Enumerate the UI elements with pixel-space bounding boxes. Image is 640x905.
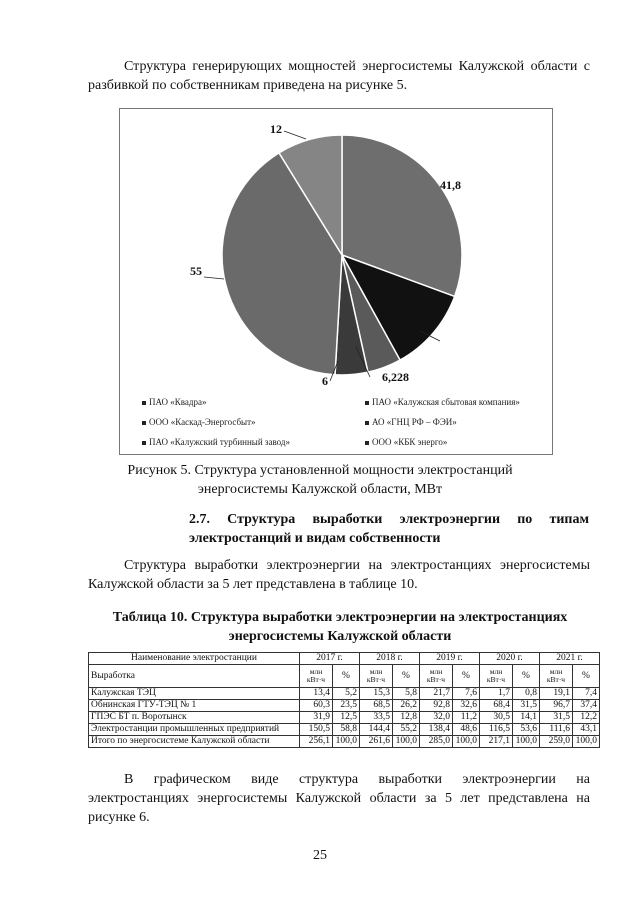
cell-value: 100,0 bbox=[573, 736, 600, 748]
closing-paragraph: В графическом виде структура выработки электроэнергии на электростанциях энергосистемы Калужской области за 5 лет представлена на рисунке 6. bbox=[88, 772, 590, 825]
table-header-row bbox=[89, 653, 600, 665]
pie-data-label: 41,8 bbox=[440, 178, 461, 192]
legend-label: ПАО «Квадра» bbox=[149, 397, 207, 407]
cell-value: 100,0 bbox=[333, 736, 360, 748]
cell-value: 285,0 bbox=[420, 736, 453, 748]
table-row bbox=[89, 688, 600, 700]
unit-pct: % bbox=[333, 665, 360, 688]
cell-value: 21,7 bbox=[420, 688, 453, 700]
row-station-name: Электростанции промышленных предприятий bbox=[89, 724, 300, 736]
unit-mln: млн кВт·ч bbox=[360, 665, 393, 688]
figure-caption: Рисунок 5. Структура установленной мощности электростанций энергосистемы Калужской области, МВт bbox=[127, 463, 513, 497]
cell-value: 138,4 bbox=[420, 724, 453, 736]
cell-value: 37,4 bbox=[573, 700, 600, 712]
legend-item-kbk bbox=[365, 437, 447, 447]
cell-value: 60,3 bbox=[300, 700, 333, 712]
cell-value: 31,5 bbox=[513, 700, 540, 712]
legend-marker bbox=[142, 441, 146, 445]
cell-value: 12,5 bbox=[333, 712, 360, 724]
cell-value: 15,3 bbox=[360, 688, 393, 700]
cell-value: 55,2 bbox=[393, 724, 420, 736]
table-intro-paragraph: Структура выработки электроэнергии на электростанциях энергосистемы Калужской области за 5 лет представлена в таблице 10. bbox=[88, 558, 590, 592]
header-output: Выработка bbox=[89, 665, 300, 688]
cell-value: 111,6 bbox=[540, 724, 573, 736]
intro-paragraph: Структура генерирующих мощностей энергосистемы Калужской области с разбивкой по собственникам приведена на рисунке 5. bbox=[88, 59, 590, 93]
cell-value: 7,4 bbox=[573, 688, 600, 700]
cell-value: 144,4 bbox=[360, 724, 393, 736]
cell-value: 150,5 bbox=[300, 724, 333, 736]
cell-value: 116,5 bbox=[480, 724, 513, 736]
row-station-name: ГПЭС БТ п. Воротынск bbox=[89, 712, 300, 724]
table-row-total bbox=[89, 736, 600, 748]
cell-value: 13,4 bbox=[300, 688, 333, 700]
cell-value: 0,8 bbox=[513, 688, 540, 700]
table-units-row bbox=[89, 665, 600, 688]
cell-value: 33,5 bbox=[360, 712, 393, 724]
cell-value: 12,8 bbox=[393, 712, 420, 724]
cell-value: 1,7 bbox=[480, 688, 513, 700]
cell-value: 7,6 bbox=[453, 688, 480, 700]
page-number: 25 bbox=[313, 848, 327, 863]
pie-data-label: 6,228 bbox=[382, 370, 409, 384]
legend-label: ПАО «Калужская сбытовая компания» bbox=[372, 397, 520, 407]
cell-value: 100,0 bbox=[453, 736, 480, 748]
row-station-name: Обнинская ГТУ-ТЭЦ № 1 bbox=[89, 700, 300, 712]
row-station-name: Калужская ТЭЦ bbox=[89, 688, 300, 700]
chart-frame bbox=[119, 108, 553, 455]
cell-value: 19,1 bbox=[540, 688, 573, 700]
cell-value: 53,6 bbox=[513, 724, 540, 736]
legend-label: ООО «Каскад-Энергосбыт» bbox=[149, 417, 256, 427]
legend-item-kaskad bbox=[142, 417, 256, 427]
cell-value: 100,0 bbox=[393, 736, 420, 748]
unit-pct: % bbox=[513, 665, 540, 688]
cell-value: 32,0 bbox=[420, 712, 453, 724]
leader-line bbox=[204, 277, 224, 279]
cell-value: 11,2 bbox=[453, 712, 480, 724]
table-row bbox=[89, 700, 600, 712]
pie-data-label: 12 bbox=[270, 122, 282, 136]
cell-value: 68,5 bbox=[360, 700, 393, 712]
unit-pct: % bbox=[453, 665, 480, 688]
header-station-name: Наименование электростанции bbox=[89, 653, 300, 665]
cell-value: 32,6 bbox=[453, 700, 480, 712]
table-row bbox=[89, 712, 600, 724]
cell-value: 14,1 bbox=[513, 712, 540, 724]
cell-value: 23,5 bbox=[333, 700, 360, 712]
legend-label: АО «ГНЦ РФ – ФЭИ» bbox=[372, 417, 457, 427]
header-year: 2020 г. bbox=[480, 653, 540, 665]
cell-value: 92,8 bbox=[420, 700, 453, 712]
cell-value: 5,8 bbox=[393, 688, 420, 700]
table-row bbox=[89, 724, 600, 736]
cell-value: 261,6 bbox=[360, 736, 393, 748]
cell-value: 26,2 bbox=[393, 700, 420, 712]
cell-value: 48,6 bbox=[453, 724, 480, 736]
cell-value: 58,8 bbox=[333, 724, 360, 736]
cell-value: 30,5 bbox=[480, 712, 513, 724]
cell-value: 31,9 bbox=[300, 712, 333, 724]
header-year: 2018 г. bbox=[360, 653, 420, 665]
unit-mln: млн кВт·ч bbox=[300, 665, 333, 688]
row-station-name: Итого по энергосистеме Калужской области bbox=[89, 736, 300, 748]
cell-value: 256,1 bbox=[300, 736, 333, 748]
legend-marker bbox=[142, 421, 146, 425]
header-year: 2019 г. bbox=[420, 653, 480, 665]
legend-marker bbox=[365, 441, 369, 445]
leader-line bbox=[284, 131, 306, 139]
cell-value: 43,1 bbox=[573, 724, 600, 736]
legend-item-ktz bbox=[142, 437, 290, 447]
cell-value: 217,1 bbox=[480, 736, 513, 748]
legend-item-ksk bbox=[365, 397, 520, 407]
unit-mln: млн кВт·ч bbox=[540, 665, 573, 688]
legend-item-kvadra bbox=[142, 397, 207, 407]
legend-label: ООО «КБК энерго» bbox=[372, 437, 448, 447]
legend-marker bbox=[365, 421, 369, 425]
legend-item-fei bbox=[365, 417, 457, 427]
cell-value: 100,0 bbox=[513, 736, 540, 748]
cell-value: 31,5 bbox=[540, 712, 573, 724]
header-year: 2017 г. bbox=[300, 653, 360, 665]
legend-label: ПАО «Калужский турбинный завод» bbox=[149, 437, 290, 447]
pie-data-label: 55 bbox=[190, 264, 202, 278]
section-heading: 2.7. Структура выработки электроэнергии по типам электростанций и видам собственности bbox=[189, 512, 589, 546]
legend-marker bbox=[142, 401, 146, 405]
unit-mln: млн кВт·ч bbox=[480, 665, 513, 688]
cell-value: 68,4 bbox=[480, 700, 513, 712]
unit-pct: % bbox=[573, 665, 600, 688]
pie-data-label: 6 bbox=[322, 374, 328, 388]
unit-pct: % bbox=[393, 665, 420, 688]
generation-table bbox=[88, 652, 600, 748]
cell-value: 96,7 bbox=[540, 700, 573, 712]
unit-mln: млн кВт·ч bbox=[420, 665, 453, 688]
table-title: Таблица 10. Структура выработки электроэнергии на электростанциях энергосистемы Калужской области bbox=[112, 610, 568, 644]
header-year: 2021 г. bbox=[540, 653, 600, 665]
cell-value: 12,2 bbox=[573, 712, 600, 724]
cell-value: 5,2 bbox=[333, 688, 360, 700]
legend-marker bbox=[365, 401, 369, 405]
cell-value: 259,0 bbox=[540, 736, 573, 748]
